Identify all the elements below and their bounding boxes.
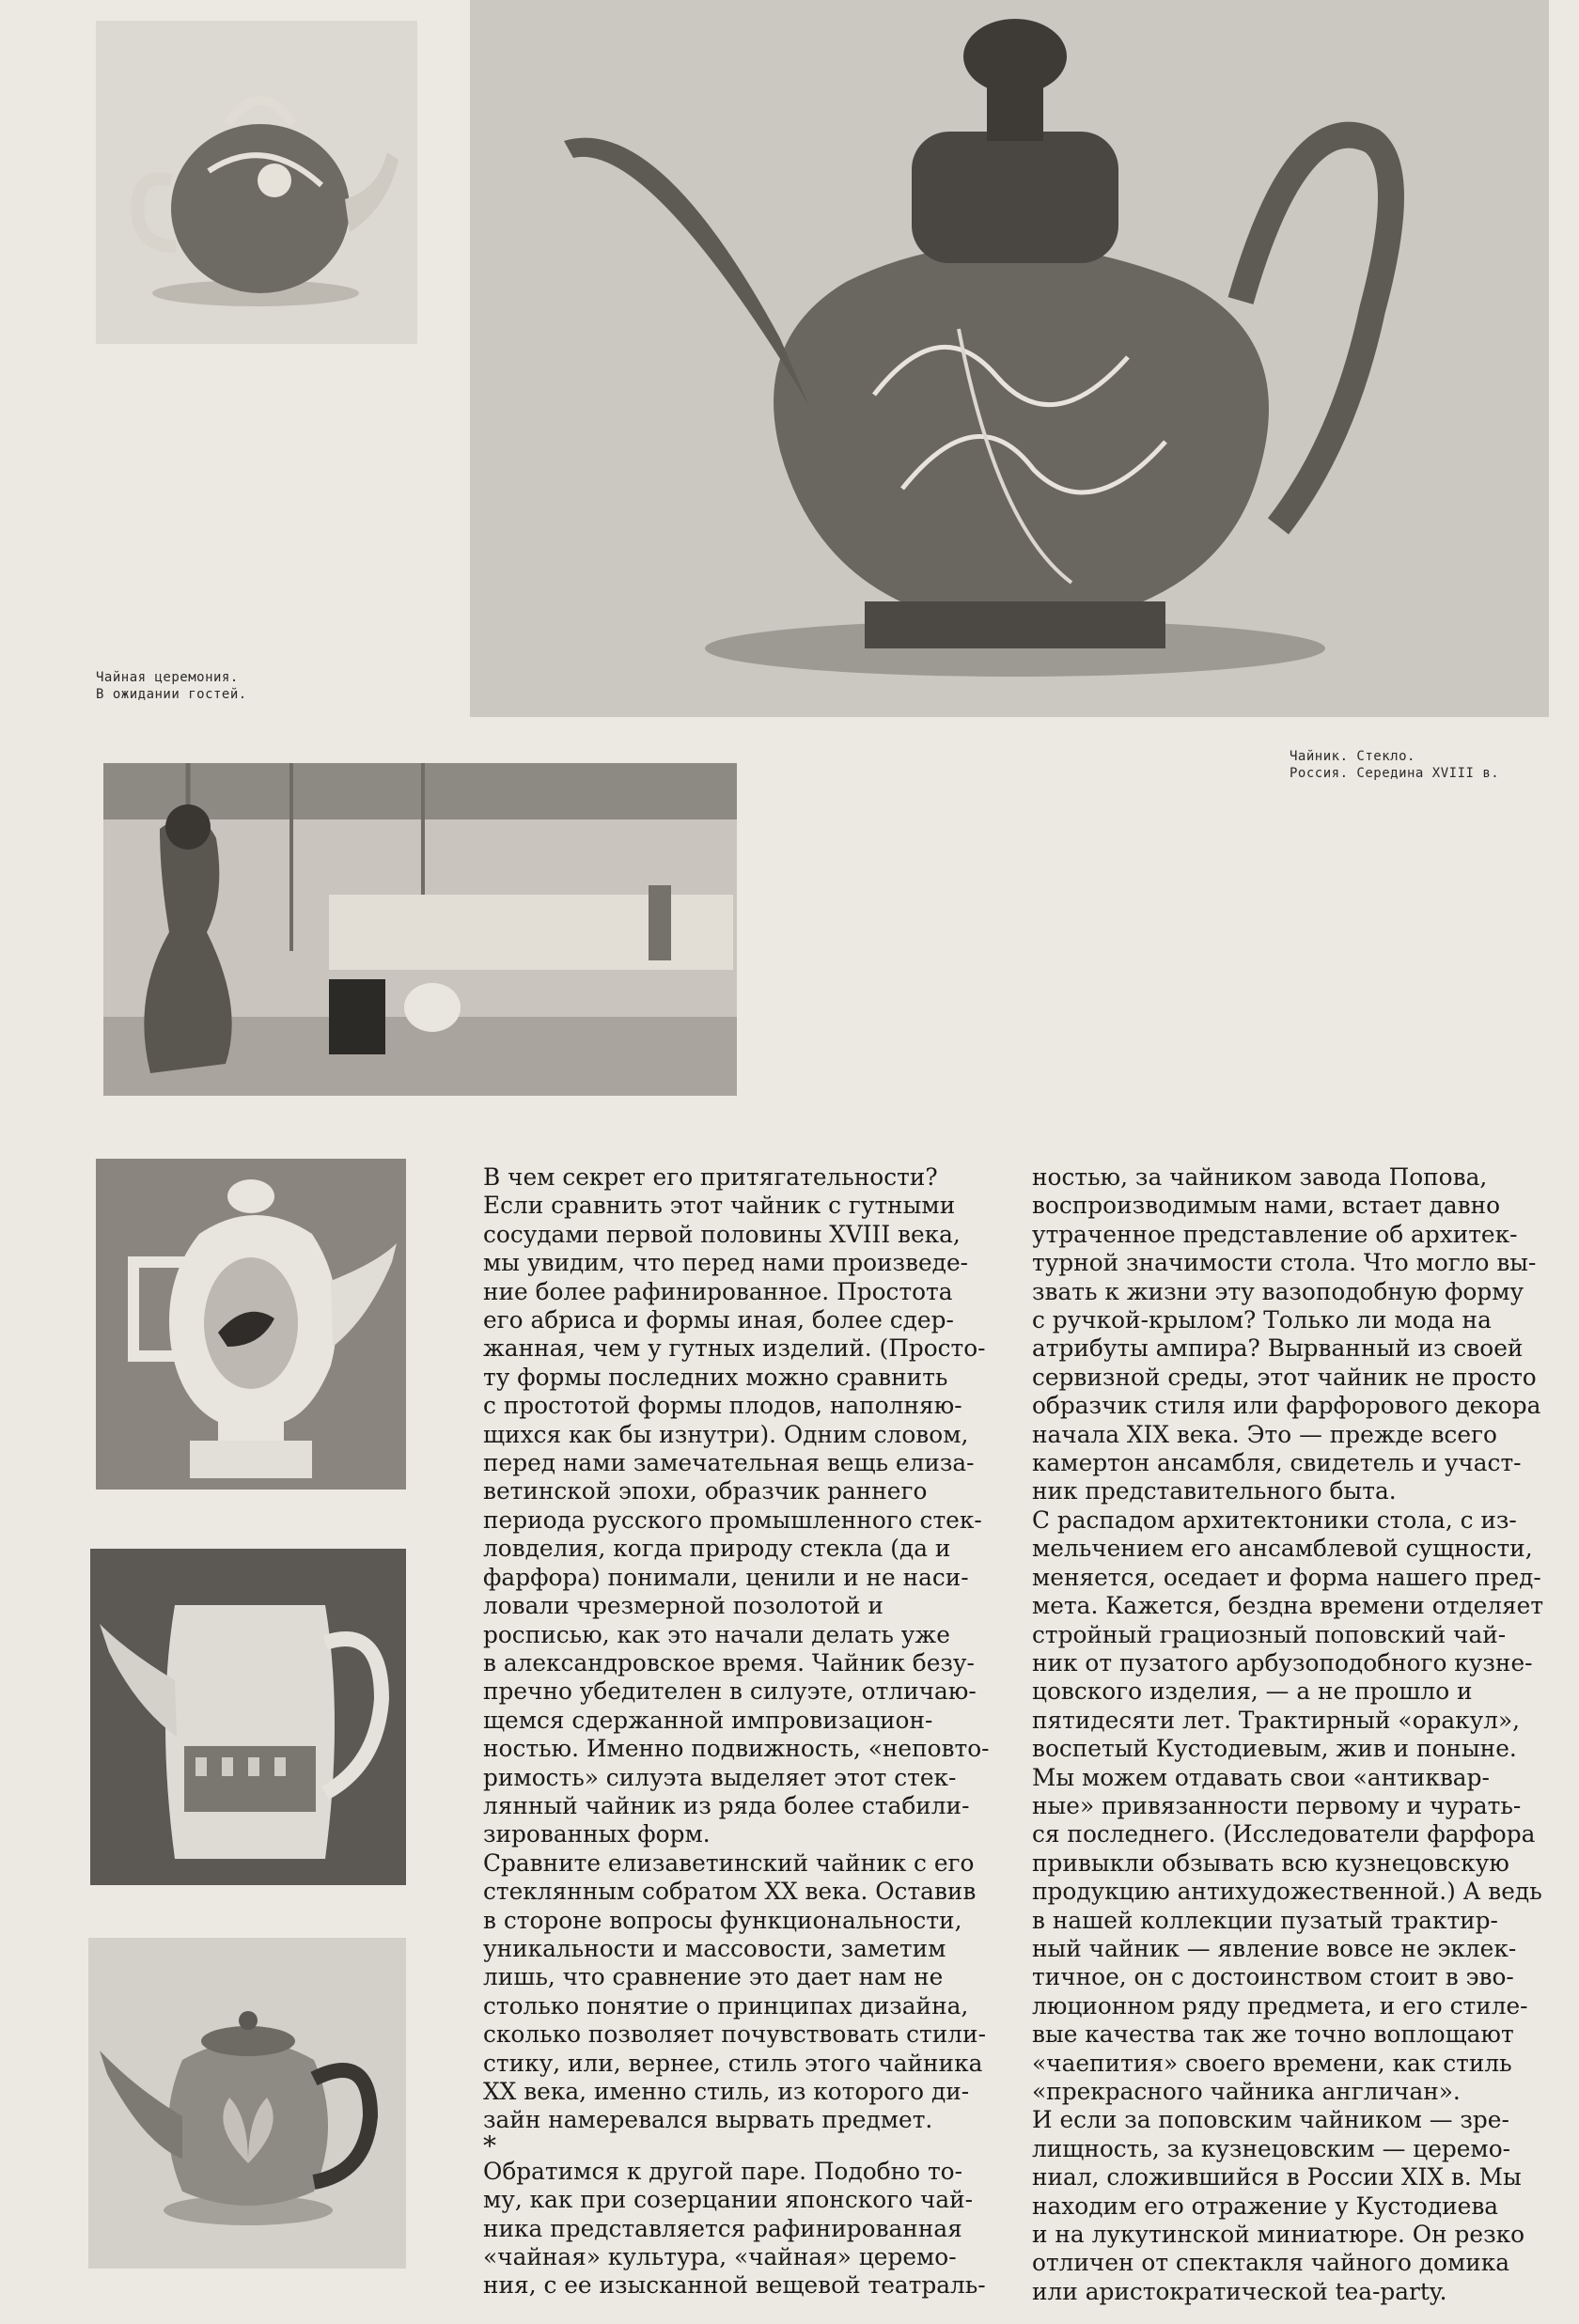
photo-silver-teapot <box>88 1938 406 2269</box>
text-line: ный чайник — явление вовсе не эклек- <box>1032 1934 1517 1962</box>
text-line: ностью. Именно подвижность, «неповто- <box>483 1735 990 1763</box>
text-line: ловали чрезмерной позолотой и <box>483 1592 883 1620</box>
text-line: мета. Кажется, бездна времени отделяет <box>1032 1592 1544 1620</box>
text-line: пятидесяти лет. Трактирный «оракул», <box>1032 1706 1521 1734</box>
text-line: стику, или, вернее, стиль этого чайника <box>483 2049 983 2077</box>
text-line: ветинской эпохи, образчик раннего <box>483 1477 928 1505</box>
text-line: цовского изделия, — а не прошло и <box>1032 1677 1473 1706</box>
text-line: ник от пузатого арбузоподобного кузне- <box>1032 1648 1533 1677</box>
text-line: ные» привязанности первому и чурать- <box>1032 1791 1522 1819</box>
photo-glass-teapot <box>470 0 1549 717</box>
text-line: пречно убедителен в силуэте, отличаю- <box>483 1677 977 1706</box>
photo-tea-ceremony <box>103 763 737 1096</box>
text-line: люционном ряду предмета, и его стиле- <box>1032 1991 1528 2020</box>
text-line: с ручкой-крылом? Только ли мода на <box>1032 1306 1492 1334</box>
text-line: и на лукутинской миниатюре. Он резко <box>1032 2221 1525 2249</box>
text-line: воспроизводимым нами, встает давно <box>1032 1192 1501 1220</box>
text-line: периода русского промышленного стек- <box>483 1505 982 1534</box>
text-line: в стороне вопросы функциональности, <box>483 1906 962 1934</box>
text-line: воспетый Кустодиевым, жив и поныне. <box>1032 1735 1517 1763</box>
text-line: ту формы последних можно сравнить <box>483 1363 948 1391</box>
text-line: В чем секрет его притягательности? <box>483 1163 938 1191</box>
text-line: лянный чайник из ряда более стабили- <box>483 1791 970 1819</box>
text-line: продукцию антихудожественной.) А ведь <box>1032 1878 1542 1906</box>
text-line: С распадом архитектоники стола, с из- <box>1032 1505 1517 1534</box>
photo-bird-teapot <box>96 1159 406 1490</box>
article-column-1 <box>483 1163 990 2301</box>
caption-glass-teapot <box>1290 748 1499 782</box>
text-line: перед нами замечательная вещь елиза- <box>483 1449 975 1477</box>
text-line: в александровское время. Чайник безу- <box>483 1648 975 1677</box>
text-line: «чаепития» своего времени, как стиль <box>1032 2049 1512 2077</box>
text-line: меняется, оседает и форма нашего пред- <box>1032 1563 1541 1591</box>
text-line: «прекрасного чайника англичан». <box>1032 2078 1461 2105</box>
caption-line: Россия. Середина XVIII в. <box>1290 766 1500 781</box>
text-line: му, как при созерцании японского чай- <box>483 2186 974 2214</box>
text-line: фарфора) понимали, ценили и не наси- <box>483 1563 969 1591</box>
text-line: ник представительного быта. <box>1032 1477 1397 1505</box>
text-line: Обратимся к другой паре. Подобно то- <box>483 2157 962 2185</box>
caption-tea-ceremony <box>96 669 247 703</box>
text-line: сосудами первой половины XVIII века, <box>483 1220 961 1248</box>
text-line: отличен от спектакля чайного домика <box>1032 2249 1510 2277</box>
text-line: ния, с ее изысканной вещевой театраль- <box>483 2271 986 2300</box>
text-line: или аристократической tea-party. <box>1032 2277 1447 2305</box>
text-line: лишь, что сравнение это дает нам не <box>483 1963 944 1991</box>
text-line: начала XIX века. Это — прежде всего <box>1032 1420 1497 1448</box>
text-line: в нашей коллекции пузатый трактир- <box>1032 1906 1498 1934</box>
text-line: образчик стиля или фарфорового декора <box>1032 1392 1541 1420</box>
text-line: утраченное представление об архитек- <box>1032 1220 1518 1248</box>
text-line: камертон ансамбля, свидетель и участ- <box>1032 1449 1522 1477</box>
text-line: уникальности и массовости, заметим <box>483 1934 946 1962</box>
text-line: зированных форм. <box>483 1820 711 1848</box>
text-line: сервизной среды, этот чайник не просто <box>1032 1363 1537 1391</box>
text-line: римость» силуэта выделяет этот стек- <box>483 1763 957 1791</box>
text-line: ся последнего. (Исследователи фарфора <box>1032 1820 1536 1848</box>
caption-line: Чайная церемония. <box>96 670 239 685</box>
text-line: щихся как бы изнутри). Одним словом, <box>483 1420 969 1448</box>
text-line: XX века, именно стиль, из которого ди- <box>483 2078 970 2105</box>
text-line: ниал, сложившийся в России XIX в. Мы <box>1032 2163 1522 2191</box>
text-line: ние более рафинированное. Простота <box>483 1277 953 1305</box>
text-line: с простотой формы плодов, наполняю- <box>483 1392 962 1420</box>
text-line: «чайная» культура, «чайная» церемо- <box>483 2243 957 2271</box>
caption-line: В ожидании гостей. <box>96 687 247 702</box>
text-line: мы увидим, что перед нами произведе- <box>483 1249 969 1277</box>
text-line: Сравните елизаветинский чайник с его <box>483 1848 975 1877</box>
text-line: столько понятие о принципах дизайна, <box>483 1991 969 2020</box>
article-column-2 <box>1032 1163 1543 2306</box>
text-line: Мы можем отдавать свои «антиквар- <box>1032 1763 1490 1791</box>
text-line: жанная, чем у гутных изделий. (Просто- <box>483 1334 986 1363</box>
text-line: ловделия, когда природу стекла (да и <box>483 1535 951 1563</box>
photo-palace-teapot <box>90 1549 406 1885</box>
text-line: росписью, как это начали делать уже <box>483 1620 950 1648</box>
text-line: привыкли обзывать всю кузнецовскую <box>1032 1848 1509 1877</box>
text-line: звать к жизни эту вазоподобную форму <box>1032 1277 1524 1305</box>
text-line: ностью, за чайником завода Попова, <box>1032 1163 1488 1191</box>
text-line: зайн намеревался вырвать предмет. <box>483 2106 933 2134</box>
text-line: мельчением его ансамблевой сущности, <box>1032 1535 1533 1563</box>
text-line: турной значимости стола. Что могло вы- <box>1032 1249 1537 1277</box>
text-line: лищность, за кузнецовским — церемо- <box>1032 2134 1511 2162</box>
text-line: тичное, он с достоинством стоит в эво- <box>1032 1963 1514 1991</box>
text-line: стеклянным собратом XX века. Оставив <box>483 1878 977 1906</box>
photo-small-teapot <box>96 21 417 344</box>
text-line: ника представляется рафинированная <box>483 2214 962 2242</box>
text-line: И если за поповским чайником — зре- <box>1032 2106 1509 2134</box>
text-line: вые качества так же точно воплощают <box>1032 2020 1514 2049</box>
text-line: Если сравнить этот чайник с гутными <box>483 1192 956 1220</box>
text-line: его абриса и формы иная, более сдер- <box>483 1306 954 1334</box>
text-line: сколько позволяет почувствовать стили- <box>483 2020 986 2049</box>
text-line: находим его отражение у Кустодиева <box>1032 2191 1499 2220</box>
text-line: атрибуты ампира? Вырванный из своей <box>1032 1334 1524 1363</box>
caption-line: Чайник. Стекло. <box>1290 749 1415 764</box>
text-line: стройный грациозный поповский чай- <box>1032 1620 1507 1648</box>
section-separator: * <box>483 2129 496 2161</box>
text-line: щемся сдержанной импровизацион- <box>483 1706 933 1734</box>
